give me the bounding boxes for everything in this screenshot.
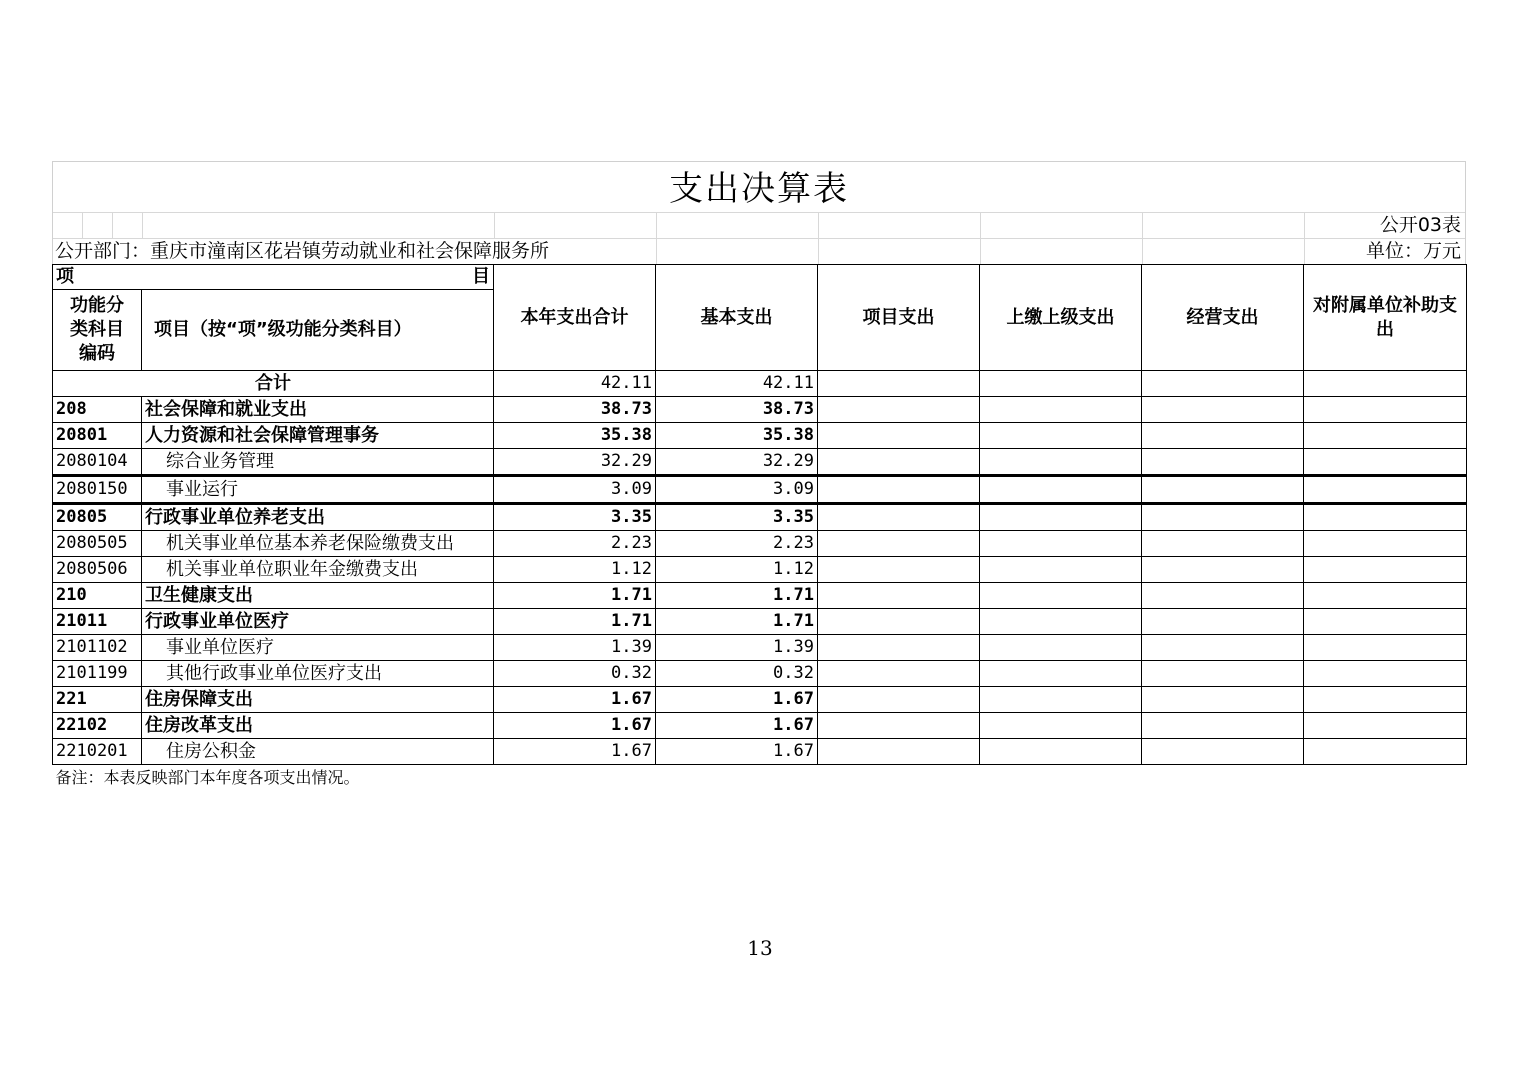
row-empty-cell [1304,713,1467,739]
row-empty-cell [980,476,1142,504]
row-empty-cell [980,583,1142,609]
row-empty-cell [818,397,980,423]
row-code: 2080505 [53,531,142,557]
expenditure-sheet [52,161,1466,791]
row-name: 事业运行 [142,476,494,504]
table-row [53,609,1467,635]
table-title: 支出决算表 [52,161,1466,212]
row-empty-cell [980,504,1142,531]
row-empty-cell [1304,449,1467,476]
row-empty-cell [980,423,1142,449]
row-code: 20801 [53,423,142,449]
row-empty-cell [1142,583,1304,609]
form-number-row [52,212,1466,238]
row-empty-cell [980,531,1142,557]
header-total: 本年支出合计 [494,265,656,371]
row-empty-cell [1142,713,1304,739]
row-empty-cell [1142,423,1304,449]
row-empty-cell [980,713,1142,739]
row-total: 1.39 [494,635,656,661]
row-total: 35.38 [494,423,656,449]
row-code: 208 [53,397,142,423]
row-empty-cell [1304,531,1467,557]
total-label: 合计 [53,371,494,397]
row-empty-cell [980,609,1142,635]
row-basic: 1.71 [656,583,818,609]
row-total: 1.67 [494,713,656,739]
row-total: 2.23 [494,531,656,557]
row-name: 行政事业单位医疗 [142,609,494,635]
row-empty-cell [1304,687,1467,713]
table-row [53,661,1467,687]
row-empty-cell [1304,504,1467,531]
row-total: 0.32 [494,661,656,687]
table-row [53,504,1467,531]
row-code: 2101199 [53,661,142,687]
table-row [53,583,1467,609]
header-project: 项目支出 [818,265,980,371]
unit-label: 单位：万元 [1365,240,1461,262]
table-row [53,397,1467,423]
row-basic: 1.67 [656,739,818,765]
row-empty-cell [818,476,980,504]
row-name: 住房改革支出 [142,713,494,739]
note-row [53,765,1467,792]
row-code: 210 [53,583,142,609]
row-name: 机关事业单位基本养老保险缴费支出 [142,531,494,557]
row-name: 社会保障和就业支出 [142,397,494,423]
row-basic: 1.71 [656,609,818,635]
total-amount: 42.11 [494,371,656,397]
department-label: 公开部门：重庆市潼南区花岩镇劳动就业和社会保障服务所 [55,240,550,262]
table-row [53,557,1467,583]
row-name: 综合业务管理 [142,449,494,476]
row-code: 2080104 [53,449,142,476]
row-code: 2080150 [53,476,142,504]
row-empty-cell [818,531,980,557]
row-basic: 35.38 [656,423,818,449]
row-total: 32.29 [494,449,656,476]
table-row [53,476,1467,504]
row-total: 1.71 [494,609,656,635]
row-empty-cell [1304,661,1467,687]
row-empty-cell [1142,557,1304,583]
row-basic: 1.67 [656,713,818,739]
row-empty-cell [980,661,1142,687]
row-empty-cell [980,557,1142,583]
row-empty-cell [1142,609,1304,635]
row-basic: 1.67 [656,687,818,713]
row-empty-cell [980,635,1142,661]
row-empty-cell [1304,397,1467,423]
note-text: 备注：本表反映部门本年度各项支出情况。 [53,765,1467,792]
row-empty-cell [818,449,980,476]
row-basic: 38.73 [656,397,818,423]
header-upper: 上缴上级支出 [980,265,1142,371]
row-empty-cell [1304,476,1467,504]
row-basic: 3.35 [656,504,818,531]
row-empty-cell [1142,397,1304,423]
row-empty-cell [818,739,980,765]
row-basic: 3.09 [656,476,818,504]
table-row [53,635,1467,661]
row-empty-cell [818,687,980,713]
row-code: 2080506 [53,557,142,583]
page-number: 13 [747,936,773,960]
row-empty-cell [1142,504,1304,531]
row-name: 机关事业单位职业年金缴费支出 [142,557,494,583]
row-empty-cell [1142,661,1304,687]
row-empty-cell [818,635,980,661]
row-name: 卫生健康支出 [142,583,494,609]
row-empty-cell [980,687,1142,713]
table-row [53,739,1467,765]
row-empty-cell [1142,635,1304,661]
row-basic: 1.12 [656,557,818,583]
row-empty-cell [818,557,980,583]
row-empty-cell [818,504,980,531]
header-row-1 [53,265,1467,290]
row-total: 1.71 [494,583,656,609]
row-empty-cell [980,739,1142,765]
row-basic: 0.32 [656,661,818,687]
row-code: 21011 [53,609,142,635]
row-empty-cell [980,397,1142,423]
row-code: 221 [53,687,142,713]
total-basic: 42.11 [656,371,818,397]
header-code: 功能分类科目编码 [53,290,142,371]
row-empty-cell [818,583,980,609]
row-total: 3.09 [494,476,656,504]
row-empty-cell [1304,739,1467,765]
department-row [52,238,1466,264]
row-name: 人力资源和社会保障管理事务 [142,423,494,449]
table-row [53,713,1467,739]
header-subsidy: 对附属单位补助支出 [1304,265,1467,371]
row-name: 事业单位医疗 [142,635,494,661]
row-empty-cell [818,713,980,739]
row-code: 2210201 [53,739,142,765]
row-empty-cell [1304,423,1467,449]
row-code: 2101102 [53,635,142,661]
row-total: 3.35 [494,504,656,531]
row-empty-cell [1142,531,1304,557]
row-empty-cell [980,449,1142,476]
row-code: 20805 [53,504,142,531]
row-empty-cell [1142,687,1304,713]
row-basic: 32.29 [656,449,818,476]
header-business: 经营支出 [1142,265,1304,371]
row-name: 其他行政事业单位医疗支出 [142,661,494,687]
row-empty-cell [818,423,980,449]
row-empty-cell [1304,609,1467,635]
row-empty-cell [1142,476,1304,504]
row-empty-cell [1142,449,1304,476]
row-empty-cell [1304,557,1467,583]
row-empty-cell [818,661,980,687]
row-basic: 2.23 [656,531,818,557]
row-empty-cell [818,609,980,635]
expenditure-table [52,264,1467,791]
table-row [53,423,1467,449]
header-name: 项目（按“项”级功能分类科目） [142,290,494,371]
table-row [53,531,1467,557]
row-empty-cell [1142,739,1304,765]
row-empty-cell [1304,583,1467,609]
row-total: 1.12 [494,557,656,583]
row-name: 住房保障支出 [142,687,494,713]
row-name: 行政事业单位养老支出 [142,504,494,531]
row-name: 住房公积金 [142,739,494,765]
row-empty-cell [1304,635,1467,661]
total-row [53,371,1467,397]
table-row [53,687,1467,713]
form-number: 公开03表 [1379,214,1461,236]
table-row [53,449,1467,476]
header-basic: 基本支出 [656,265,818,371]
row-code: 22102 [53,713,142,739]
row-basic: 1.39 [656,635,818,661]
row-total: 1.67 [494,739,656,765]
row-total: 38.73 [494,397,656,423]
row-total: 1.67 [494,687,656,713]
header-item-cell: 项 目 [53,265,494,290]
